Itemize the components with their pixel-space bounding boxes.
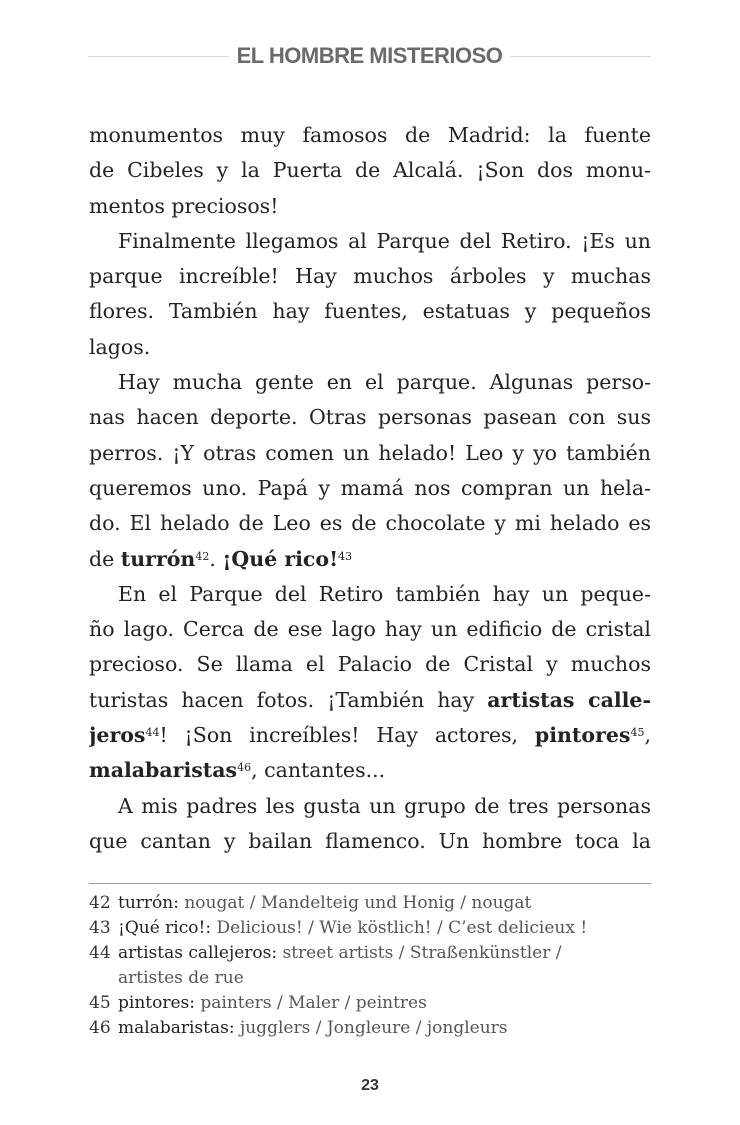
footnote-term: pintores:	[118, 993, 195, 1013]
body-text	[89, 118, 651, 859]
body-line	[89, 718, 651, 753]
body-line: ño lago. Cerca de ese lago hay un edificio de cristal	[89, 617, 651, 642]
footnote-ref: 45	[630, 726, 645, 740]
footnote-ref: 42	[195, 549, 210, 563]
body-line	[89, 542, 651, 577]
footnote-item	[89, 941, 651, 991]
vocab-term-artistas: artistas calle-	[487, 687, 651, 712]
body-line: parque increíble! Hay muchos árboles y muchas	[89, 264, 651, 289]
footnote-number: 45	[89, 993, 111, 1013]
body-line: A mis padres les gusta un grupo de tres personas	[118, 793, 651, 818]
header-rule-left	[88, 56, 229, 57]
footnote-term: malabaristas:	[118, 1018, 235, 1038]
running-header	[88, 40, 651, 72]
footnote-term: artistas callejeros:	[118, 943, 278, 963]
line-text: , cantantes...	[251, 758, 386, 783]
header-rule-right	[510, 56, 651, 57]
footnote-term: ¡Qué rico!:	[118, 918, 212, 938]
body-line: flores. También hay fuentes, estatuas y pequeños	[89, 299, 651, 324]
vocab-term-que-rico: ¡Qué rico!	[222, 546, 339, 571]
footnote-number: 46	[89, 1018, 111, 1038]
footnote-number: 42	[89, 893, 111, 913]
footnote-number: 44	[89, 943, 111, 963]
line-text: .	[209, 546, 223, 571]
body-line: de Cibeles y la Puerta de Alcalá. ¡Son dos monu-	[89, 158, 651, 183]
footnote-term: turrón:	[118, 893, 179, 913]
footnote-item	[89, 1016, 651, 1041]
vocab-term-turron: turrón	[120, 546, 196, 571]
body-line	[89, 683, 651, 718]
body-line: nas hacen deporte. Otras personas pasean con sus	[89, 405, 651, 430]
footnote-text: Delicious! / Wie köstlich! / C’est delicieux !	[211, 918, 588, 938]
body-line	[89, 753, 651, 788]
footnote-text: nougat / Mandelteig und Honig / nougat	[178, 893, 532, 913]
footnote-item	[89, 916, 651, 941]
vocab-term-artistas-cont: jeros	[89, 723, 146, 748]
vocab-term-malabaristas: malabaristas	[89, 758, 238, 783]
line-text: turistas hacen fotos. ¡También hay	[89, 687, 488, 712]
body-line: lagos.	[89, 334, 151, 359]
footnotes	[89, 883, 651, 1041]
body-line: perros. ¡Y otras comen un helado! Leo y yo también	[89, 440, 651, 465]
body-line: mentos preciosos!	[89, 193, 279, 218]
body-line: queremos uno. Papá y mamá nos compran un hela-	[89, 475, 651, 500]
footnote-text: jugglers / Jongleure / jongleurs	[234, 1018, 508, 1038]
line-text: ,	[644, 723, 651, 748]
body-line: do. El helado de Leo es de chocolate y mi helado es	[89, 511, 651, 536]
footnote-item	[89, 891, 651, 916]
chapter-title: EL HOMBRE MISTERIOSO	[236, 43, 503, 68]
page-number: 23	[361, 1077, 379, 1094]
footnote-text-continued: artistes de rue	[118, 968, 244, 988]
line-text: ! ¡Son increíbles! Hay actores,	[159, 723, 535, 748]
footnote-text: painters / Maler / peintres	[194, 993, 427, 1013]
body-line: Hay mucha gente en el parque. Algunas perso-	[118, 370, 651, 395]
line-text: de	[89, 546, 121, 571]
body-line: que cantan y bailan flamenco. Un hombre toca la	[89, 828, 651, 853]
footnote-text: street artists / Straßenkünstler /	[277, 943, 562, 963]
footnote-number: 43	[89, 918, 111, 938]
body-line: Finalmente llegamos al Parque del Retiro. ¡Es un	[118, 228, 651, 253]
body-line: monumentos muy famosos de Madrid: la fuente	[89, 123, 651, 147]
vocab-term-pintores: pintores	[534, 723, 631, 748]
body-line: En el Parque del Retiro también hay un peque-	[118, 581, 651, 606]
footnote-ref: 44	[145, 726, 160, 740]
footnote-ref: 46	[237, 761, 252, 775]
footnote-ref: 43	[338, 549, 353, 563]
footnote-item	[89, 991, 651, 1016]
body-line: precioso. Se llama el Palacio de Cristal y muchos	[89, 652, 651, 677]
